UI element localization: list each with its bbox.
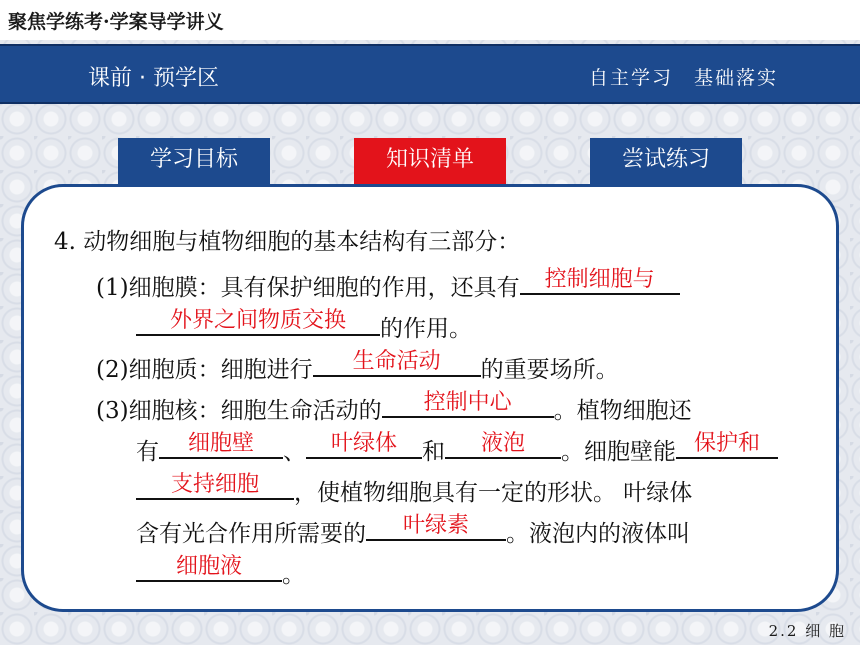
tab-knowledge-list[interactable]: 知识清单 <box>354 138 506 184</box>
fill-blank <box>136 468 294 500</box>
text-segment: 。 <box>282 562 305 588</box>
cell-wall-line <box>54 468 778 509</box>
answer-text: 液泡 <box>480 431 526 456</box>
fill-blank <box>366 509 506 541</box>
text-segment: (1)细胞膜：具有保护细胞的作用，还具有 <box>96 275 520 301</box>
text-segment: 含有光合作用所需要的 <box>136 521 366 547</box>
answer-text: 生命活动 <box>352 349 441 374</box>
text-segment: 有 <box>136 439 159 465</box>
plant-structures-line <box>54 427 778 468</box>
fill-blank <box>306 427 422 459</box>
answer-text: 保护和 <box>693 431 761 456</box>
text-segment: 。植物细胞还 <box>553 398 692 424</box>
answer-text: 细胞液 <box>175 554 243 579</box>
fill-blank <box>136 304 380 336</box>
answer-text: 支持细胞 <box>170 472 260 497</box>
header-bar <box>0 44 860 104</box>
answer-text: 控制中心 <box>423 390 512 415</box>
text-segment: (3)细胞核：细胞生命活动的 <box>96 398 382 424</box>
knowledge-text <box>54 222 778 591</box>
top-strip <box>0 0 860 40</box>
brand-title: 聚焦学练考·学案导学讲义 <box>8 11 224 33</box>
answer-text: 叶绿素 <box>402 513 470 538</box>
tab-learning-goals[interactable]: 学习目标 <box>118 138 270 184</box>
chapter-label: 2.2 细 胞 <box>768 622 846 640</box>
answer-text: 细胞壁 <box>187 431 255 456</box>
text-segment: ，使植物细胞具有一定的形状。 叶绿体 <box>294 480 693 506</box>
fill-blank <box>136 550 282 582</box>
text-segment: 和 <box>422 439 445 465</box>
text-segment: 、 <box>283 439 306 465</box>
fill-blank <box>159 427 283 459</box>
text-segment: 的作用。 <box>380 316 472 342</box>
text-segment: 。液泡内的液体叫 <box>506 521 690 547</box>
chloroplast-line <box>54 509 778 550</box>
cell-membrane-line <box>54 263 778 304</box>
fill-blank <box>445 427 561 459</box>
answer-text: 控制细胞与 <box>544 267 655 292</box>
section-title: 课前 · 预学区 <box>88 66 219 91</box>
section-tagline: 自主学习 基础落实 <box>588 67 778 89</box>
answer-text: 外界之间物质交换 <box>169 308 347 333</box>
tab-practice[interactable]: 尝试练习 <box>590 138 742 184</box>
vacuole-line <box>54 550 778 591</box>
text-segment: (2)细胞质：细胞进行 <box>96 357 313 383</box>
item-heading <box>54 222 778 263</box>
item-heading-text: 4. 动物细胞与植物细胞的基本结构有三部分： <box>54 229 521 255</box>
text-segment: 。细胞壁能 <box>561 439 676 465</box>
cytoplasm-line <box>54 345 778 386</box>
fill-blank <box>676 427 778 459</box>
fill-blank <box>313 345 481 377</box>
text-segment: 的重要场所。 <box>480 357 619 383</box>
fill-blank <box>382 386 554 418</box>
nucleus-line <box>54 386 778 427</box>
fill-blank <box>520 263 680 295</box>
cell-membrane-line-2 <box>54 304 778 345</box>
answer-text: 叶绿体 <box>330 431 398 456</box>
